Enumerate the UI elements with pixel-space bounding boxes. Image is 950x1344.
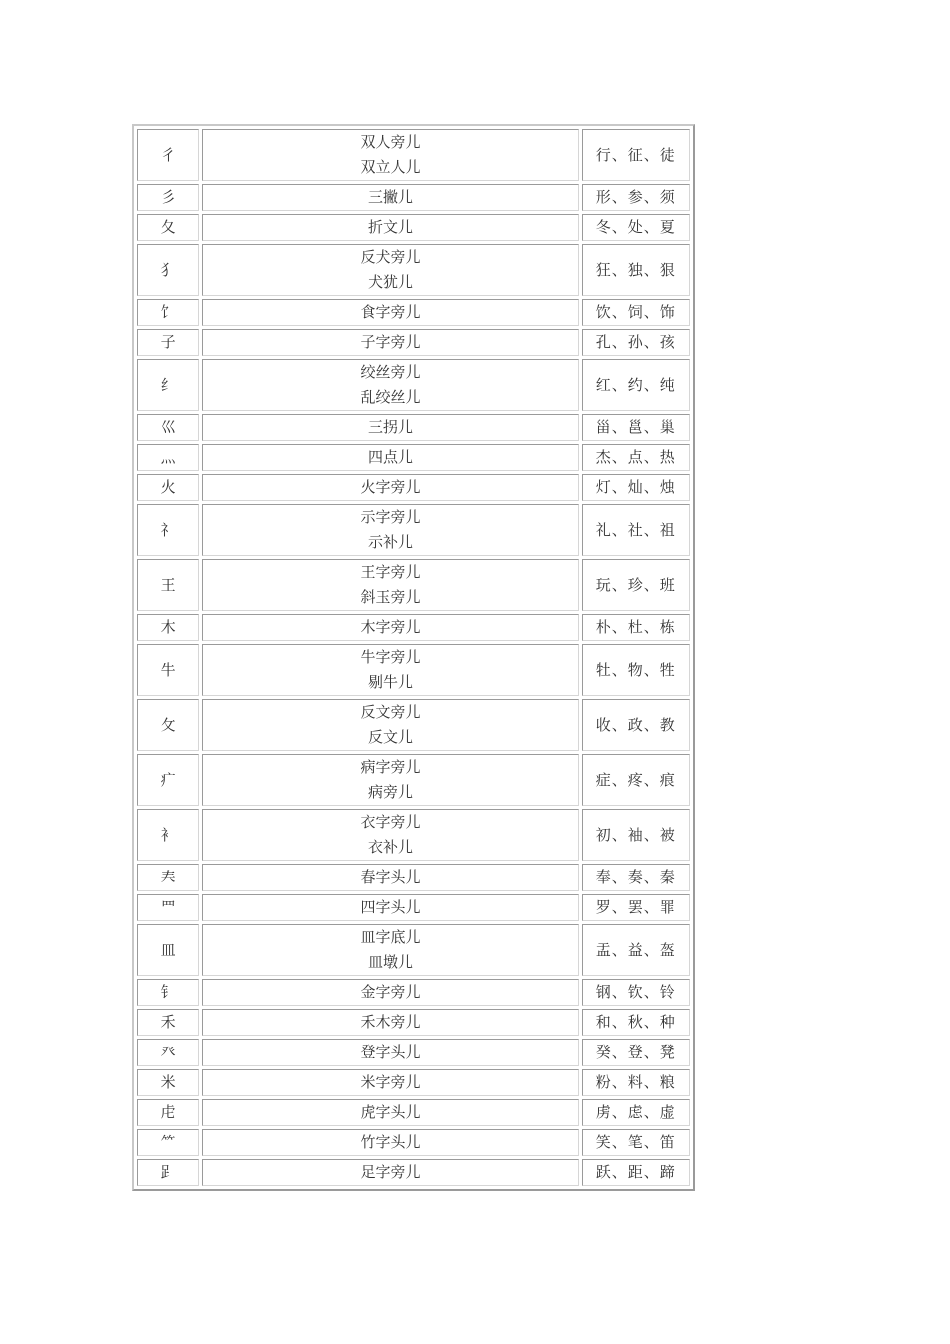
radical-cell: 子 [137,329,199,356]
table-row [137,414,690,441]
table-row [137,864,690,891]
radical-name: 木字旁儿 [360,618,421,636]
example-characters-cell: 癸、登、凳 [582,1039,690,1066]
table-row [137,1129,690,1156]
radical-name: 皿墩儿 [367,953,413,971]
table-row [137,894,690,921]
example-characters-cell: 杰、点、热 [582,444,690,471]
radical-name: 反文儿 [367,728,413,746]
radical-name-cell [202,1039,578,1066]
radical-name: 四字头儿 [360,898,421,916]
radical-name-cell [202,474,578,501]
example-characters-cell: 形、参、须 [582,184,690,211]
example-characters-cell: 礼、社、祖 [582,504,690,556]
table-row [137,754,690,806]
example-characters-cell: 玩、珍、班 [582,559,690,611]
radical-name: 示字旁儿 [360,508,421,526]
radical-table-body [137,129,690,1186]
radical-name-cell [202,444,578,471]
example-characters-cell: 笑、笔、笛 [582,1129,690,1156]
radical-name: 双立人儿 [360,158,421,176]
radical-cell: 巛 [137,414,199,441]
radical-name: 反犬旁儿 [360,248,421,266]
radical-name: 双人旁儿 [360,133,421,151]
table-row [137,1159,690,1186]
radical-name-cell [202,754,578,806]
radical-name: 斜玉旁儿 [360,588,421,606]
table-row [137,1099,690,1126]
radical-cell: 彡 [137,184,199,211]
radical-name-cell [202,809,578,861]
table-row [137,214,690,241]
radical-name: 折文儿 [367,218,413,236]
table-row [137,1009,690,1036]
radical-name: 登字头儿 [360,1043,421,1061]
radical-name-cell [202,504,578,556]
table-row [137,329,690,356]
radical-cell: 火 [137,474,199,501]
radical-cell: 礻 [137,504,199,556]
table-row [137,1069,690,1096]
radical-name-cell [202,414,578,441]
example-characters-cell: 饮、饲、饰 [582,299,690,326]
radical-name-cell [202,1099,578,1126]
radical-cell: 攵 [137,699,199,751]
example-characters-cell: 行、征、徒 [582,129,690,181]
example-characters-cell: 甾、邕、巢 [582,414,690,441]
radical-name-cell [202,299,578,326]
radical-cell: 疒 [137,754,199,806]
example-characters-cell: 症、疼、痕 [582,754,690,806]
example-characters-cell: 孔、孙、孩 [582,329,690,356]
radical-cell: 夂 [137,214,199,241]
radical-name: 剔牛儿 [367,673,413,691]
example-characters-cell: 朴、杜、栋 [582,614,690,641]
radical-name-cell [202,864,578,891]
example-characters-cell: 罗、罢、罪 [582,894,690,921]
table-row [137,299,690,326]
radical-name: 王字旁儿 [360,563,421,581]
example-characters-cell: 收、政、教 [582,699,690,751]
radical-name: 病旁儿 [367,783,413,801]
radical-cell: 木 [137,614,199,641]
radical-name: 病字旁儿 [360,758,421,776]
radical-name: 食字旁儿 [360,303,421,321]
radical-name-cell [202,644,578,696]
radical-name: 火字旁儿 [360,478,421,496]
radical-name-cell [202,214,578,241]
example-characters-cell: 冬、处、夏 [582,214,690,241]
example-characters-cell: 奉、奏、秦 [582,864,690,891]
table-row [137,359,690,411]
radical-cell: 𡗗 [137,864,199,891]
table-row [137,644,690,696]
radical-cell: ⺮ [137,1129,199,1156]
radical-cell: 衤 [137,809,199,861]
radical-name-cell [202,329,578,356]
radical-name: 牛字旁儿 [360,648,421,666]
radical-cell: 牛 [137,644,199,696]
radical-cell: 彳 [137,129,199,181]
radical-name: 子字旁儿 [360,333,421,351]
example-characters-cell: 钢、钦、铃 [582,979,690,1006]
radical-name: 衣字旁儿 [360,813,421,831]
radical-name: 衣补儿 [367,838,413,856]
radical-name: 三撇儿 [367,188,413,206]
radical-name-cell [202,1159,578,1186]
radical-name-cell [202,184,578,211]
radical-cell: 犭 [137,244,199,296]
table-row [137,474,690,501]
table-row [137,244,690,296]
example-characters-cell: 灯、灿、烛 [582,474,690,501]
radical-cell: 饣 [137,299,199,326]
table-row [137,924,690,976]
radical-name-cell [202,699,578,751]
radical-name-cell [202,559,578,611]
example-characters-cell: 跃、距、蹄 [582,1159,690,1186]
radical-cell: 虍 [137,1099,199,1126]
radical-cell: 癶 [137,1039,199,1066]
radical-name-cell [202,1009,578,1036]
radical-cell: 米 [137,1069,199,1096]
table-row [137,504,690,556]
example-characters-cell: 虏、虑、虚 [582,1099,690,1126]
table-row [137,614,690,641]
radical-name: 足字旁儿 [360,1163,421,1181]
radical-table [132,124,695,1191]
radical-name: 春字头儿 [360,868,421,886]
example-characters-cell: 红、约、纯 [582,359,690,411]
table-row [137,699,690,751]
example-characters-cell: 牡、物、牲 [582,644,690,696]
table-row [137,1039,690,1066]
radical-cell: 罒 [137,894,199,921]
radical-name: 金字旁儿 [360,983,421,1001]
radical-name-cell [202,924,578,976]
example-characters-cell: 狂、独、狠 [582,244,690,296]
example-characters-cell: 和、秋、种 [582,1009,690,1036]
example-characters-cell: 粉、料、粮 [582,1069,690,1096]
radical-name: 禾木旁儿 [360,1013,421,1031]
radical-name-cell [202,614,578,641]
radical-cell: 灬 [137,444,199,471]
radical-name-cell [202,129,578,181]
radical-name: 虎字头儿 [360,1103,421,1121]
radical-name: 绞丝旁儿 [360,363,421,381]
example-characters-cell: 初、袖、被 [582,809,690,861]
example-characters-cell: 盂、益、盔 [582,924,690,976]
radical-name: 米字旁儿 [360,1073,421,1091]
radical-name: 示补儿 [367,533,413,551]
radical-name-cell [202,359,578,411]
radical-name-cell [202,979,578,1006]
table-row [137,184,690,211]
radical-name-cell [202,1129,578,1156]
radical-cell: 𧾷 [137,1159,199,1186]
radical-name: 乱绞丝儿 [360,388,421,406]
radical-cell: 皿 [137,924,199,976]
radical-name-cell [202,244,578,296]
radical-name-cell [202,894,578,921]
radical-name: 四点儿 [367,448,413,466]
table-row [137,979,690,1006]
radical-cell: 王 [137,559,199,611]
radical-name: 三拐儿 [367,418,413,436]
radical-cell: 禾 [137,1009,199,1036]
radical-cell: 纟 [137,359,199,411]
radical-name-cell [202,1069,578,1096]
radical-cell: 钅 [137,979,199,1006]
table-row [137,809,690,861]
radical-name: 犬犹儿 [367,273,413,291]
table-row [137,444,690,471]
radical-name: 反文旁儿 [360,703,421,721]
radical-name: 竹字头儿 [360,1133,421,1151]
table-row [137,559,690,611]
radical-name: 皿字底儿 [360,928,421,946]
table-row [137,129,690,181]
